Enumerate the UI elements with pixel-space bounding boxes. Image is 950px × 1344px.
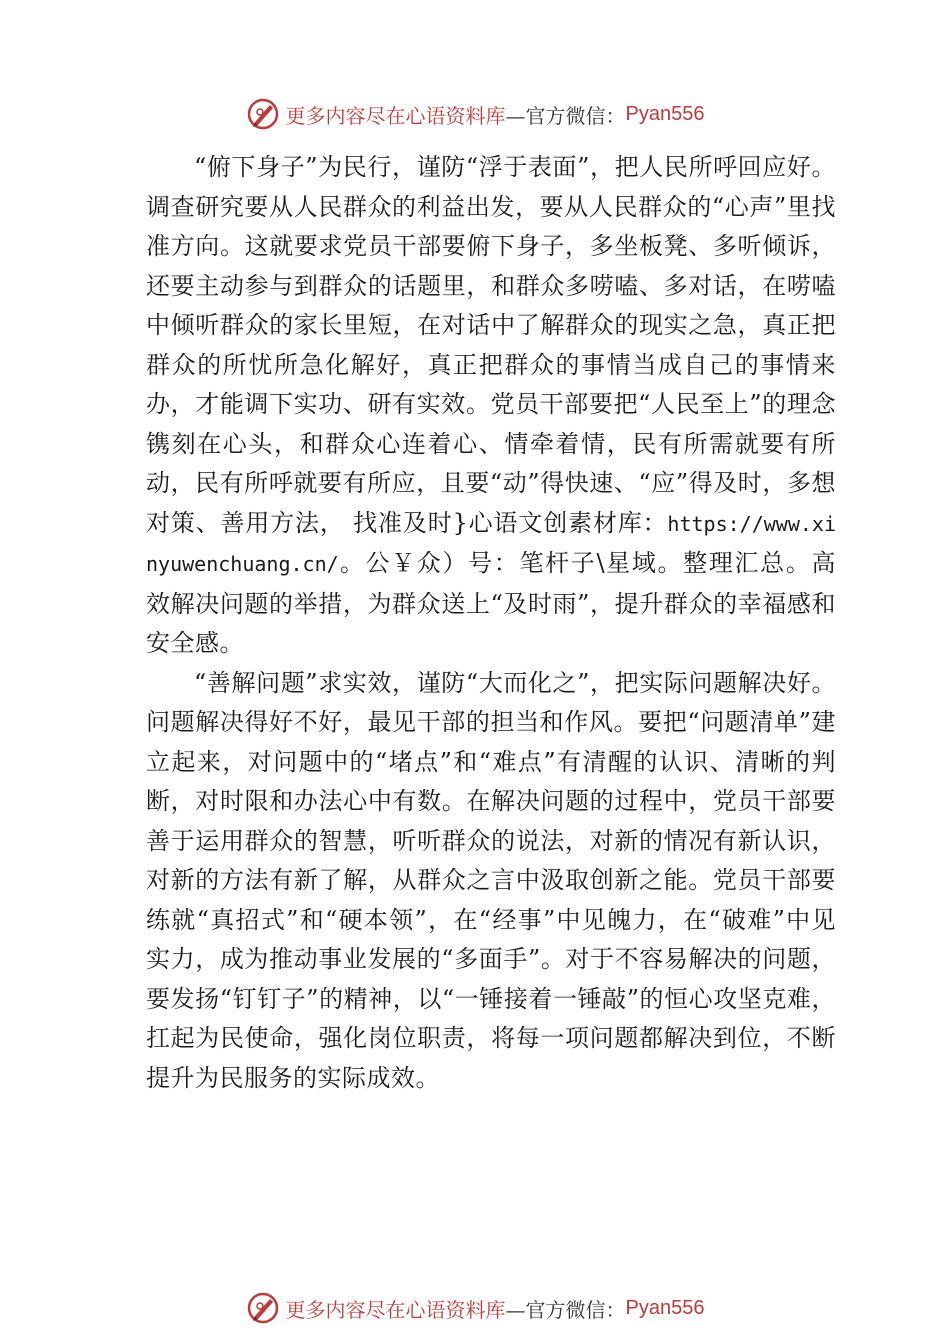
banner-title: 更多内容尽在心语资料库 (285, 103, 506, 128)
source-url: https://www.xinyuwenchuang.cn/ (146, 511, 836, 576)
banner-subtitle: —官方微信： (505, 103, 626, 128)
footer-banner (0, 1288, 950, 1328)
paragraph-1-text-a: “俯下身子”为民行，谨防“浮于表面”，把人民所呼回应好。调查研究要从人民群众的利益出发，要从人民群众的“心声”里找准方向。这就要求党员干部要俯下身子，多坐板凳、多听倾诉，还要主动参与到群众的话题里，和群众多唠嗑、多对话，在唠嗑中倾听群众的家长里短，在对话中了解群众的现实之急，真正把群众的所忧所急化解好，真正把群众的事情当成自己的事情来办，才能调下实功、研有实效。党员干部要把“人民至上”的理念镌刻在心头，和群众心连着心、情牵着情，民有所需就要有所动，民有所呼就要有所应，且要“动”得快速、“应”得及时，多想对策、善用方法， 找准及时}心语文创素材库： (146, 153, 836, 537)
pen-nib-logo-icon (246, 97, 280, 131)
paragraph-1 (146, 148, 836, 664)
header-banner (0, 94, 950, 134)
paragraph-2: “善解问题”求实效，谨防“大而化之”，把实际问题解决好。问题解决得好不好，最见干部的担当和作风。要把“问题清单”建立起来，对问题中的“堵点”和“难点”有清醒的认识、清晰的判断，对时限和办法心中有数。在解决问题的过程中，党员干部要善于运用群众的智慧，听听群众的说法，对新的情况有新认识，对新的方法有新了解，从群众之言中汲取创新之能。党员干部要练就“真招式”和“硬本领”，在“经事”中见魄力，在“破难”中见实力，成为推动事业发展的“多面手”。对于不容易解决的问题，要发扬“钉钉子”的精神，以“一锤接着一锤敲”的恒心攻坚克难，扛起为民使命，强化岗位职责，将每一项问题都解决到位，不断提升为民服务的实际成效。 (146, 668, 836, 1092)
banner-subtitle: —官方微信： (505, 1297, 626, 1322)
paragraph-1-text-b: 。公￥众）号：笔杆子\星域。整理汇总。高效解决问题的举措，为群众送上“及时雨”，提升群众的幸福感和安全感。 (146, 549, 836, 657)
pen-nib-logo-icon (246, 1291, 280, 1325)
banner-wechat-id: Pyan556 (625, 1296, 705, 1319)
document-body (146, 148, 836, 1098)
banner-wechat-id: Pyan556 (625, 102, 705, 125)
banner-title: 更多内容尽在心语资料库 (285, 1297, 506, 1322)
